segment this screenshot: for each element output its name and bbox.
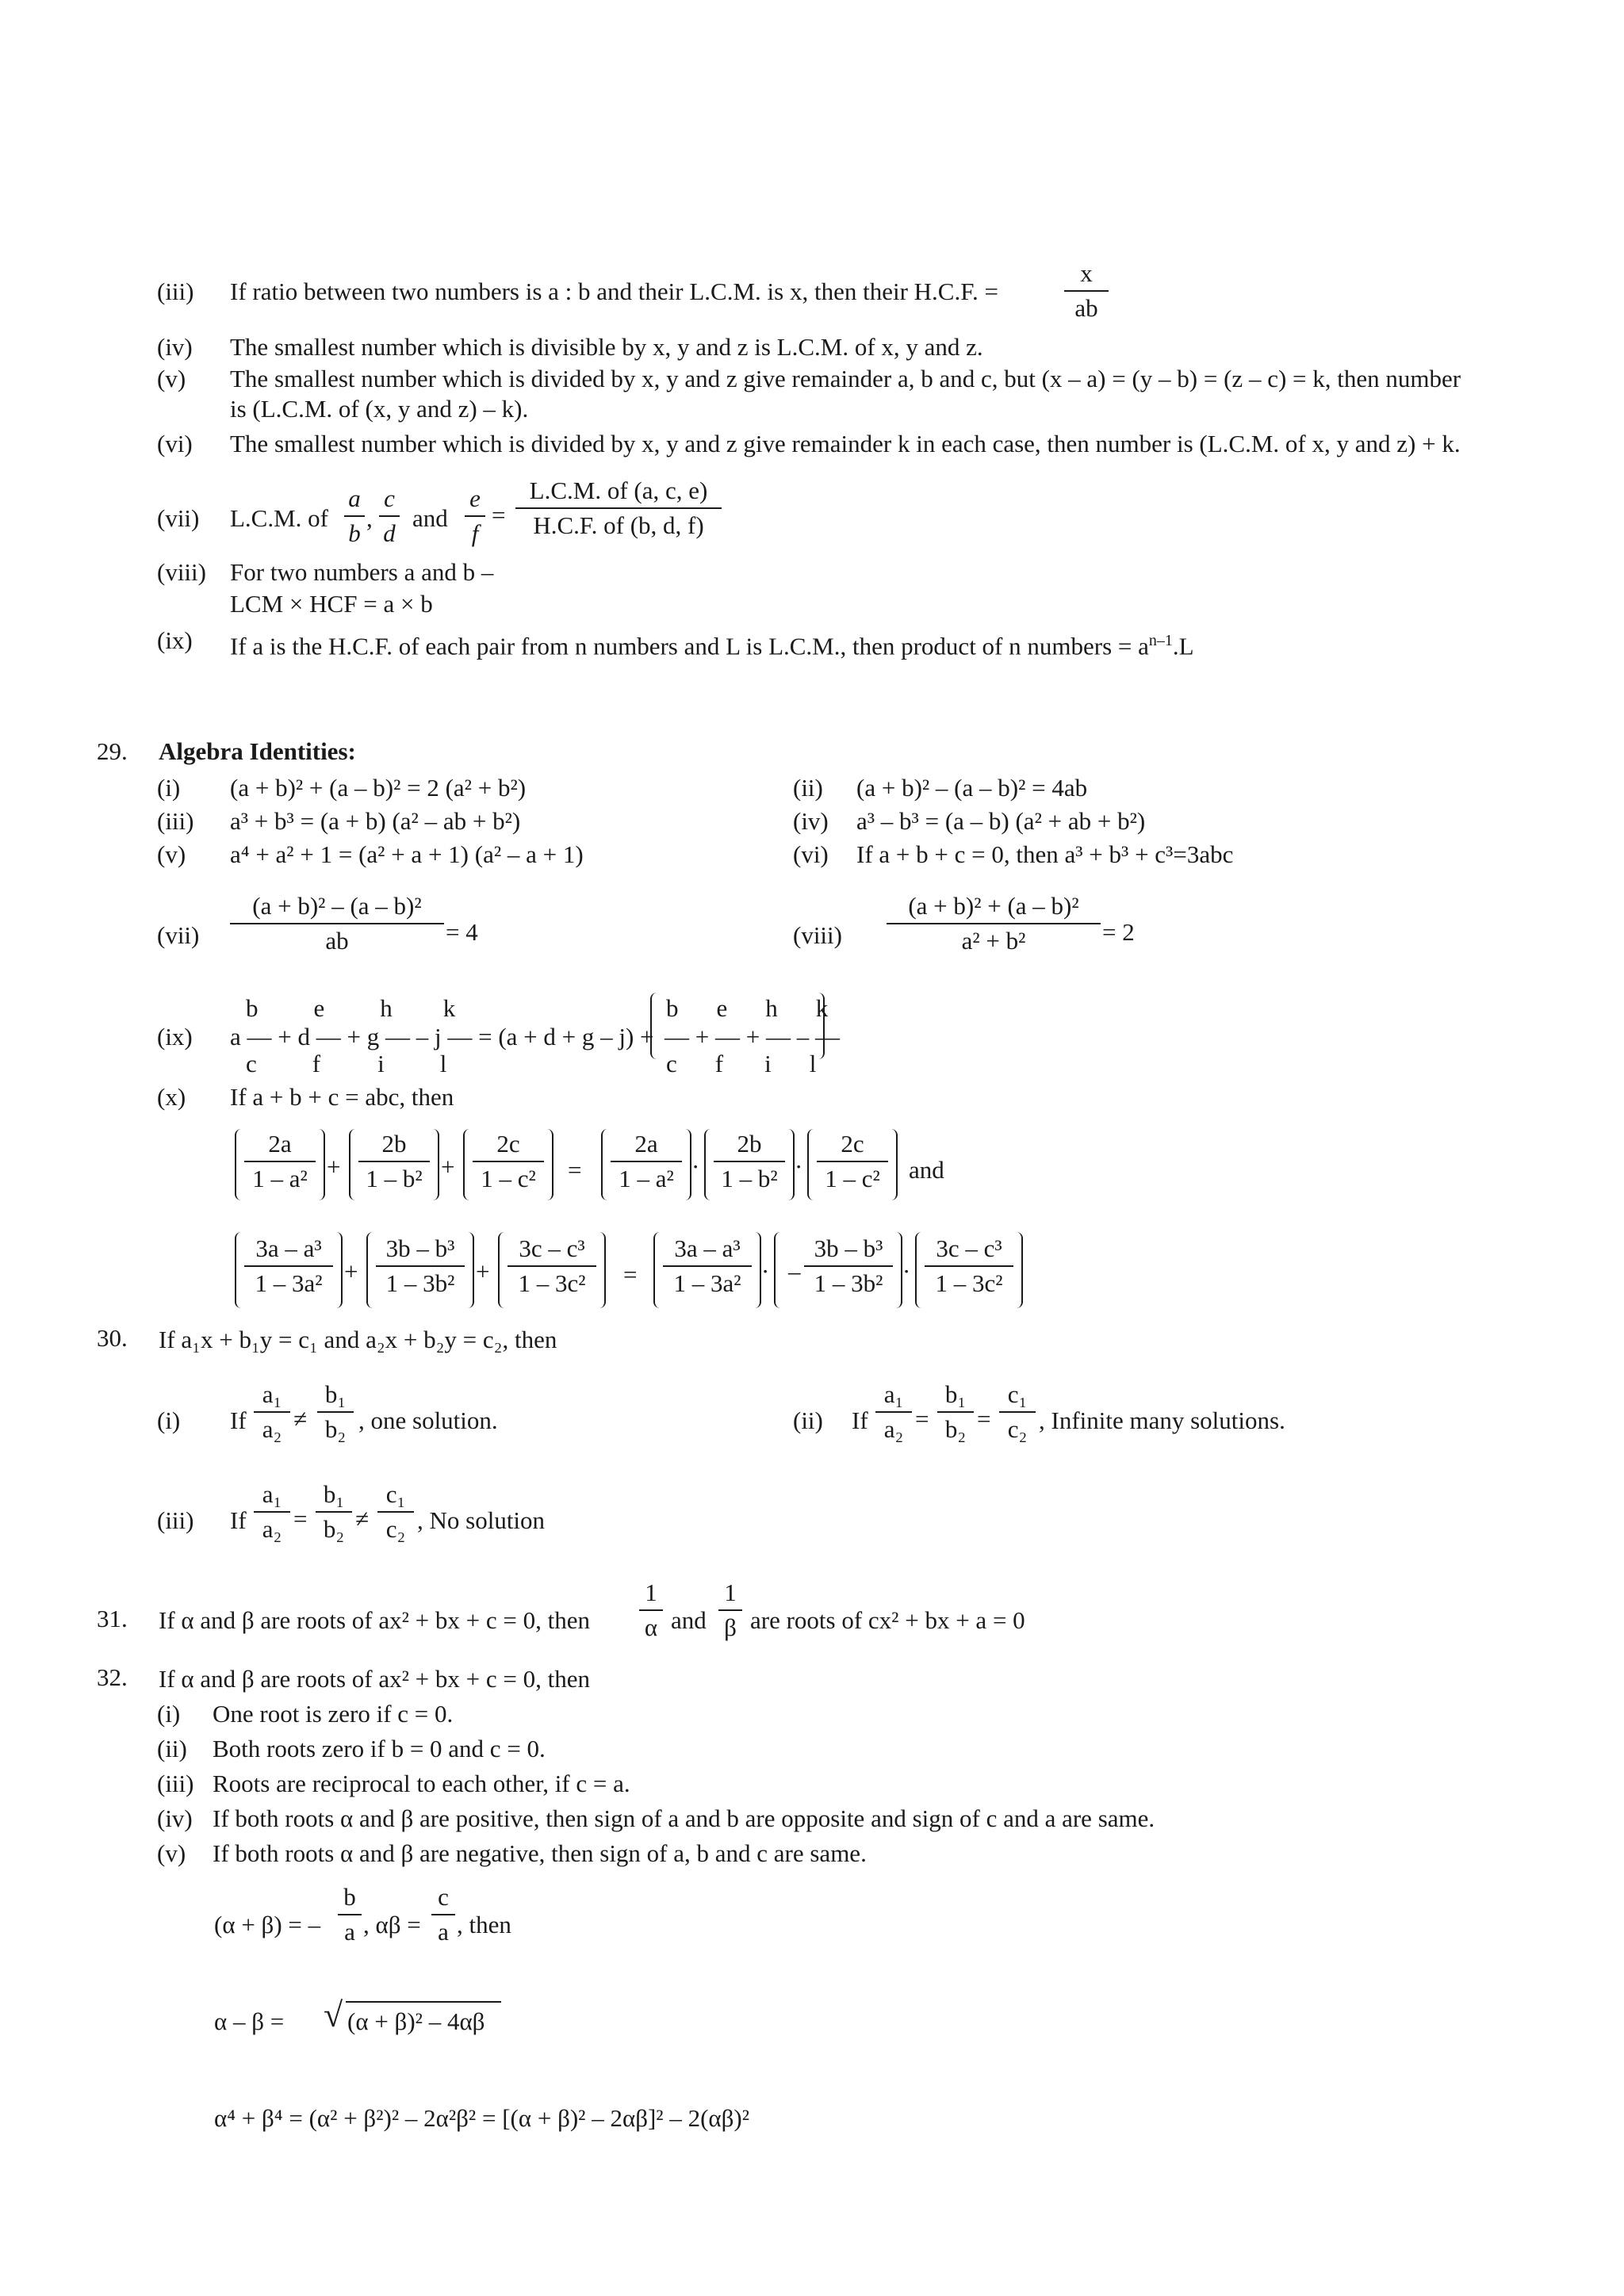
- remainder-rule-line1: The smallest number which is divided by x, y and z give remainder a, b and c, but (x – a) = (y – b) = (z – c) = k, then number: [230, 365, 1461, 392]
- root-property: If both roots α and β are positive, then sign of a and b are opposite and sign of c and a are same.: [213, 1804, 1155, 1832]
- item-number: (viii): [157, 558, 206, 586]
- item-number: (ii): [793, 774, 823, 802]
- item-number: (ii): [793, 1406, 823, 1434]
- remainder-rule-line2: is (L.C.M. of (x, y and z) – k).: [230, 395, 529, 423]
- right-paren: [1010, 1232, 1023, 1308]
- equals: =: [293, 1505, 308, 1533]
- roots-intro: If α and β are roots of ax² + bx + c = 0, then: [159, 1665, 590, 1693]
- right-paren: [593, 1232, 606, 1308]
- section-number: 29.: [97, 737, 128, 765]
- reciprocal-roots-text: If α and β are roots of ax² + bx + c = 0, then: [159, 1606, 590, 1634]
- item-number: (iii): [157, 1770, 194, 1797]
- item-number: (i): [157, 1700, 181, 1728]
- identity-x-condition: If a + b + c = abc, then: [230, 1083, 454, 1111]
- item-number: (iii): [157, 277, 194, 305]
- item-number: (iv): [157, 333, 193, 361]
- left-paren: [774, 1232, 787, 1308]
- lcm-divisible-text: The smallest number which is divisible by x, y and z is L.C.M. of x, y and z.: [230, 333, 983, 361]
- dot: ·: [691, 1153, 700, 1181]
- frac-3a: 3a – a³ 1 – 3a²: [244, 1234, 333, 1299]
- right-paren: [812, 993, 825, 1059]
- right-paren: [427, 1129, 439, 1200]
- item-number: (iii): [157, 807, 194, 835]
- numerator: x: [1080, 259, 1093, 287]
- root-property: One root is zero if c = 0.: [213, 1700, 454, 1728]
- denominator: ab: [1074, 294, 1098, 322]
- lcm-hcf-ratio-text: If ratio between two numbers is a : b and their L.C.M. is x, then their H.C.F. =: [230, 277, 998, 305]
- product-roots: , αβ =: [363, 1911, 421, 1938]
- item-number: (ix): [157, 626, 193, 654]
- item-number: (vii): [157, 504, 200, 532]
- right-paren: [890, 1232, 902, 1308]
- right-paren: [679, 1129, 691, 1200]
- ix-rhs-bars: — + — + — – —: [665, 1023, 840, 1050]
- same-remainder-text: The smallest number which is divided by x, y and z give remainder k in each case, then number is (L.C.M. of x, y and z) + k.: [230, 430, 1461, 457]
- section-number: 30.: [97, 1324, 128, 1352]
- frac-c1-c2: c₁ c₂: [377, 1479, 414, 1544]
- identity-iii: a³ + b³ = (a + b) (a² – ab + b²): [230, 807, 521, 835]
- item-number: (x): [157, 1083, 186, 1111]
- not-equal: ≠: [355, 1505, 370, 1533]
- section-title: Algebra Identities:: [159, 737, 356, 765]
- plus: +: [327, 1153, 341, 1181]
- ix-rhs-numerators: b e h k: [666, 994, 829, 1022]
- frac-2b: 2b 1 – b²: [714, 1129, 785, 1194]
- right-paren: [541, 1129, 553, 1200]
- minus: –: [788, 1257, 801, 1285]
- item-number: (i): [157, 1406, 181, 1434]
- item-number: (vi): [793, 840, 829, 868]
- frac-3c: 3c – c³ 1 – 3c²: [508, 1234, 596, 1299]
- fourth-power-identity: α⁴ + β⁴ = (α² + β²)² – 2α²β² = [(α + β)² – 2αβ]² – 2(αβ)²: [214, 2104, 750, 2132]
- fraction-viii: (a + b)² + (a – b)² a² + b²: [887, 891, 1101, 956]
- right-paren: [312, 1129, 325, 1200]
- item-number: (ii): [157, 1735, 187, 1762]
- frac-3a: 3a – a³ 1 – 3a²: [663, 1234, 752, 1299]
- dot: ·: [795, 1153, 803, 1181]
- tail: .L: [1172, 632, 1194, 660]
- if-word: If: [852, 1406, 868, 1434]
- item-number: (vi): [157, 430, 193, 457]
- reciprocal-roots-tail: are roots of cx² + bx + a = 0: [750, 1606, 1025, 1634]
- item-number: (vii): [157, 921, 200, 949]
- fraction-e-f: e f: [465, 484, 485, 549]
- radicand: (α + β)² – 4αβ: [347, 2007, 485, 2035]
- right-paren: [462, 1232, 474, 1308]
- result-4: = 4: [446, 918, 478, 946]
- if-word: If: [230, 1506, 247, 1534]
- and-word: and: [671, 1606, 707, 1634]
- frac-c1-c2: c₁ c₂: [999, 1380, 1036, 1445]
- item-number: (iv): [793, 807, 829, 835]
- root-property: If both roots α and β are negative, then sign of a, b and c are same.: [213, 1839, 867, 1867]
- product-n-numbers: [230, 625, 1194, 662]
- frac-a1-a2: a₁ a₂: [875, 1380, 912, 1445]
- frac-2c: 2c 1 – c²: [473, 1129, 544, 1194]
- ix-numerators: b e h k: [246, 994, 458, 1022]
- frac-3b: 3b – b³ 1 – 3b²: [376, 1234, 465, 1299]
- plus: +: [344, 1257, 358, 1285]
- sqrt-bar: [346, 2001, 501, 2003]
- equals: =: [568, 1156, 582, 1184]
- identity-ix-lhs: a — + d — + g — – j — = (a + d + g – j) +: [230, 1023, 654, 1050]
- frac-b1-b2: b₁ b₂: [316, 1479, 352, 1544]
- plus: +: [476, 1257, 490, 1285]
- plus: +: [441, 1153, 455, 1181]
- and-word: and: [412, 504, 448, 532]
- difference-roots-lhs: α – β =: [214, 2007, 285, 2035]
- root-property: Roots are reciprocal to each other, if c = a.: [213, 1770, 630, 1797]
- ix-denominators: c f i l: [246, 1050, 449, 1077]
- dot: ·: [902, 1257, 911, 1285]
- frac-2a: 2a 1 – a²: [244, 1129, 316, 1194]
- frac-c-a: c a: [431, 1882, 455, 1947]
- section-number: 32.: [97, 1663, 128, 1691]
- dot: ·: [761, 1257, 770, 1285]
- item-number: (iii): [157, 1506, 194, 1534]
- sqrt-sign: √: [324, 1996, 343, 2034]
- not-equal: ≠: [293, 1405, 308, 1433]
- product-text: If a is the H.C.F. of each pair from n numbers and L is L.C.M., then product of n numbers = a: [230, 632, 1149, 660]
- identity-i: (a + b)² + (a – b)² = 2 (a² + b²): [230, 774, 527, 802]
- fraction-c-d: c d: [379, 484, 400, 549]
- no-solution: , No solution: [417, 1506, 546, 1534]
- and-word: and: [909, 1156, 944, 1184]
- root-property: Both roots zero if b = 0 and c = 0.: [213, 1735, 546, 1762]
- one-solution: , one solution.: [358, 1406, 498, 1434]
- frac-2a: 2a 1 – a²: [611, 1129, 682, 1194]
- ix-rhs-denominators: c f i l: [666, 1050, 817, 1077]
- frac-2b: 2b 1 – b²: [358, 1129, 430, 1194]
- item-number: (ix): [157, 1023, 193, 1050]
- right-paren: [749, 1232, 761, 1308]
- fraction-vii: (a + b)² – (a – b)² ab: [230, 891, 444, 956]
- equals: =: [915, 1405, 929, 1433]
- frac-1-beta: 1 β: [718, 1578, 742, 1643]
- identity-ii: (a + b)² – (a – b)² = 4ab: [856, 774, 1088, 802]
- frac-b-a: b a: [338, 1882, 362, 1947]
- linear-equations: If a₁x + b₁y = c₁ and a₂x + b₂y = c₂, then: [159, 1326, 557, 1353]
- fraction-x-over-ab: [1064, 258, 1109, 323]
- item-number: (v): [157, 365, 186, 392]
- frac-3c: 3c – c³ 1 – 3c²: [925, 1234, 1013, 1299]
- equals: =: [977, 1405, 991, 1433]
- section-number: 31.: [97, 1605, 128, 1632]
- item-number: (viii): [793, 921, 842, 949]
- identity-v: a⁴ + a² + 1 = (a² + a + 1) (a² – a + 1): [230, 840, 584, 868]
- frac-b1-b2: b₁ b₂: [937, 1380, 974, 1445]
- frac-b1-b2: b₁ b₂: [317, 1380, 354, 1445]
- fraction-a-b: a b: [344, 484, 365, 549]
- item-number: (v): [157, 1839, 186, 1867]
- if-word: If: [230, 1406, 247, 1434]
- then-word: , then: [457, 1911, 511, 1938]
- item-number: (i): [157, 774, 181, 802]
- identity-iv: a³ – b³ = (a – b) (a² + ab + b²): [856, 807, 1146, 835]
- sum-roots-lhs: (α + β) = –: [214, 1911, 321, 1938]
- lcm-of-label: L.C.M. of: [230, 504, 328, 532]
- two-numbers-text: For two numbers a and b –: [230, 558, 494, 586]
- comma: ,: [366, 504, 373, 532]
- right-paren: [782, 1129, 795, 1200]
- frac-3b: 3b – b³ 1 – 3b²: [804, 1234, 893, 1299]
- lcm-hcf-product: LCM × HCF = a × b: [230, 590, 433, 618]
- frac-a1-a2: a₁ a₂: [254, 1479, 290, 1544]
- frac-1-alpha: 1 α: [639, 1578, 663, 1643]
- equals: =: [492, 501, 506, 529]
- frac-2c: 2c 1 – c²: [817, 1129, 888, 1194]
- item-number: (v): [157, 840, 186, 868]
- item-number: (iv): [157, 1804, 193, 1832]
- equals: =: [623, 1261, 638, 1288]
- fraction-lcm-hcf: L.C.M. of (a, c, e) H.C.F. of (b, d, f): [515, 476, 722, 541]
- frac-a1-a2: a₁ a₂: [254, 1380, 290, 1445]
- infinite-solutions: , Infinite many solutions.: [1039, 1406, 1285, 1434]
- exponent: n–1: [1148, 632, 1173, 649]
- identity-vi: If a + b + c = 0, then a³ + b³ + c³=3abc: [856, 840, 1234, 868]
- right-paren: [885, 1129, 898, 1200]
- right-paren: [330, 1232, 343, 1308]
- result-2: = 2: [1102, 918, 1135, 946]
